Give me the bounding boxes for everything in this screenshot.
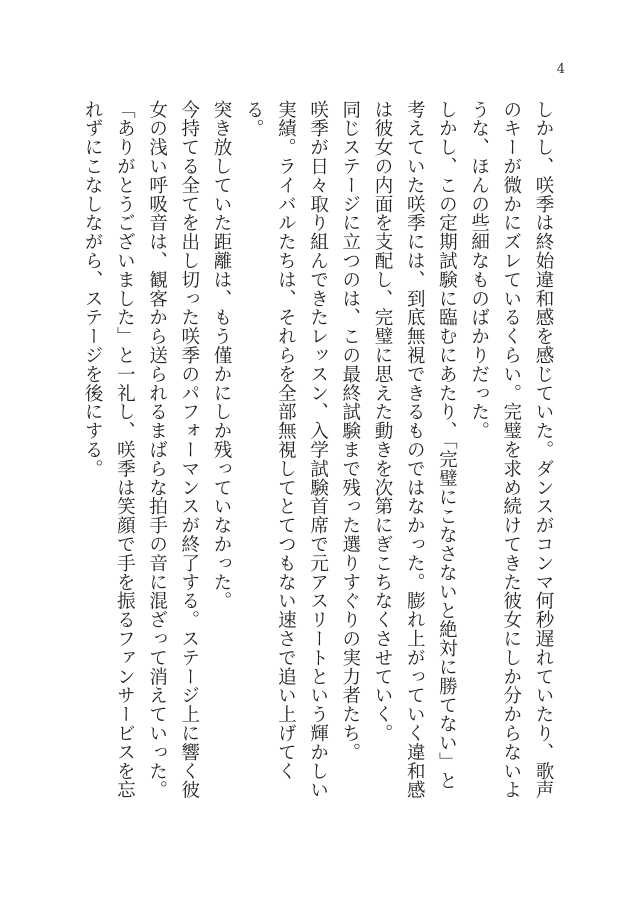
paragraph-1: しかし、咲季は終始違和感を感じていた。ダンスがコンマ何秒遅れていたり、歌声のキーが微かにズレているくらい。完璧を求め続けてきた彼女にしか分からないような、ほんの些細なものばかりだった。 (468, 100, 554, 800)
paragraph-5: 突き放していた距離は、もう僅かにしか残っていなかった。 (210, 100, 232, 611)
paragraph-6: 今持てる全てを出し切った咲季のパフォーマンスが終了する。ステージ上に響く彼女の浅い呼吸音は、観客から送られるまばらな拍手の音に混ざって消えていった。 (146, 100, 200, 800)
paragraph-2: しかし、この定期試験に臨むにあたり、「完璧にこなさないと絶対に勝てない」と考えていた咲季には、到底無視できるものではなかった。膨れ上がっていく違和感は彼女の内面を支配し、完璧に思えた動きを次第にぎこちなくさせていく。 (371, 100, 458, 800)
page-number: 4 (556, 62, 565, 77)
paragraph-7: 「ありがとうございました」と一礼し、咲季は笑顔で手を振るファンサービスを忘れずにこなしながら、ステージを後にする。 (82, 100, 136, 800)
novel-text-body (69, 100, 559, 800)
paragraph-4: 咲季が日々取り組んできたレッスン、入学試験首席で元アスリートという輝かしい実績。ライバルたちは、それらを全部無視してとてつもない速さで追い上げてくる。 (243, 100, 329, 800)
paragraph-3: 同じステージに立つのは、この最終試験まで残った選りすぐりの実力者たち。 (339, 100, 361, 762)
